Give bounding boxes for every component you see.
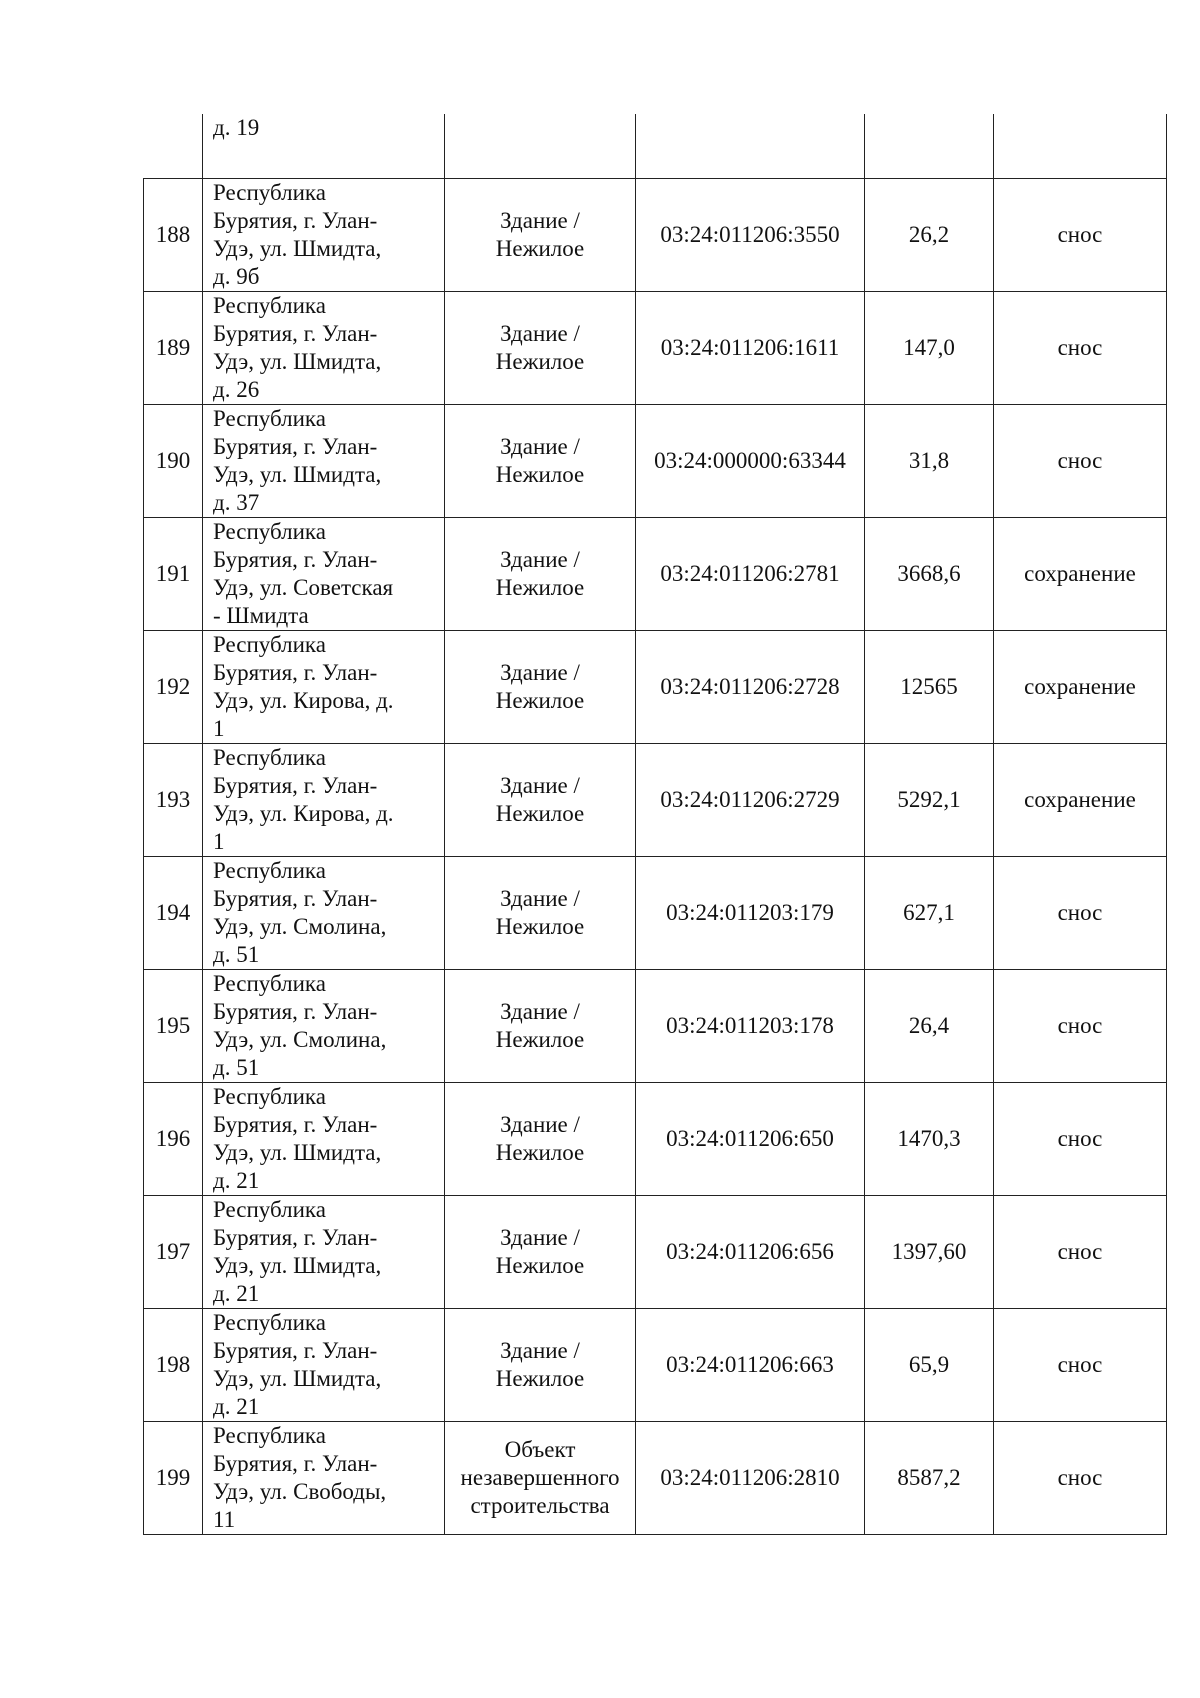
object-type-line: Здание / (500, 208, 580, 233)
area-cell: 26,4 (865, 970, 994, 1083)
object-type-cell (445, 405, 636, 518)
address-line: д. 21 (213, 1168, 260, 1193)
area-cell: 147,0 (865, 292, 994, 405)
action-cell: сохранение (994, 744, 1167, 857)
address-line: Бурятия, г. Улан- (213, 773, 378, 798)
address-line: Удэ, ул. Смолина, (213, 914, 387, 939)
area-cell: 3668,6 (865, 518, 994, 631)
address-line: 11 (213, 1507, 236, 1532)
area-cell: 12565 (865, 631, 994, 744)
address-cell (203, 405, 445, 518)
object-type-line: Нежилое (495, 349, 585, 374)
address-line: Республика (213, 1423, 326, 1448)
address-line: Бурятия, г. Улан- (213, 1112, 378, 1137)
address-line: д. 21 (213, 1394, 260, 1419)
object-type-cell (445, 114, 636, 179)
table-row (144, 1196, 1167, 1309)
object-type-line: Нежилое (495, 914, 585, 939)
row-number-cell: 199 (144, 1422, 203, 1535)
address-line: Республика (213, 519, 326, 544)
address-line: Бурятия, г. Улан- (213, 660, 378, 685)
cadastral-number-cell: 03:24:011206:2810 (636, 1422, 865, 1535)
address-line: Республика (213, 1197, 326, 1222)
object-type-line: Нежилое (495, 1366, 585, 1391)
area-cell: 5292,1 (865, 744, 994, 857)
object-type-line: строительства (470, 1493, 610, 1518)
action-cell: сохранение (994, 631, 1167, 744)
cadastral-number-cell: 03:24:011206:656 (636, 1196, 865, 1309)
address-line: Бурятия, г. Улан- (213, 208, 378, 233)
address-cell (203, 744, 445, 857)
address-line: Республика (213, 293, 326, 318)
row-number-cell: 190 (144, 405, 203, 518)
row-number-cell: 196 (144, 1083, 203, 1196)
table-row (144, 179, 1167, 292)
object-type-line: Объект (504, 1437, 576, 1462)
cadastral-number-cell: 03:24:011206:663 (636, 1309, 865, 1422)
table-row (144, 405, 1167, 518)
table-row (144, 970, 1167, 1083)
object-type-line: Нежилое (495, 1140, 585, 1165)
address-line: Республика (213, 858, 326, 883)
address-cell (203, 970, 445, 1083)
object-type-line: Здание / (500, 434, 580, 459)
row-number-cell (144, 114, 203, 179)
address-line: Бурятия, г. Улан- (213, 1451, 378, 1476)
action-cell: снос (994, 857, 1167, 970)
address-line: Удэ, ул. Шмидта, (213, 1366, 382, 1391)
object-type-line: Здание / (500, 773, 580, 798)
area-cell: 1397,60 (865, 1196, 994, 1309)
address-line: Республика (213, 180, 326, 205)
row-number-cell: 192 (144, 631, 203, 744)
action-cell: снос (994, 405, 1167, 518)
table-row (144, 292, 1167, 405)
address-line: Удэ, ул. Кирова, д. (213, 801, 394, 826)
object-type-cell (445, 1196, 636, 1309)
address-cell (203, 292, 445, 405)
action-cell: снос (994, 179, 1167, 292)
object-type-line: Нежилое (495, 1253, 585, 1278)
row-number-cell: 198 (144, 1309, 203, 1422)
cadastral-number-cell: 03:24:011206:2728 (636, 631, 865, 744)
address-line: Удэ, ул. Шмидта, (213, 236, 382, 261)
cadastral-number-cell: 03:24:011203:178 (636, 970, 865, 1083)
object-type-cell (445, 518, 636, 631)
object-type-cell (445, 970, 636, 1083)
object-type-cell (445, 179, 636, 292)
cadastral-number-cell: 03:24:011206:3550 (636, 179, 865, 292)
address-line: Республика (213, 745, 326, 770)
object-type-line: Нежилое (495, 801, 585, 826)
object-type-cell (445, 1083, 636, 1196)
cadastral-number-cell: 03:24:000000:63344 (636, 405, 865, 518)
object-type-line: Здание / (500, 660, 580, 685)
table-row (144, 857, 1167, 970)
object-type-line: Здание / (500, 321, 580, 346)
action-cell: сохранение (994, 518, 1167, 631)
address-line: д. 21 (213, 1281, 260, 1306)
cadastral-number-cell (636, 114, 865, 179)
object-type-cell (445, 292, 636, 405)
property-registry-table (143, 114, 1167, 1535)
address-line: 1 (213, 829, 225, 854)
address-cell (203, 518, 445, 631)
address-line: д. 9б (213, 264, 260, 289)
object-type-line: Нежилое (495, 575, 585, 600)
address-line: д. 37 (213, 490, 260, 515)
address-line: Бурятия, г. Улан- (213, 321, 378, 346)
address-cell (203, 857, 445, 970)
address-cell (203, 1422, 445, 1535)
action-cell: снос (994, 292, 1167, 405)
table-row (144, 631, 1167, 744)
table-row (144, 1083, 1167, 1196)
address-cell (203, 114, 445, 179)
row-number-cell: 188 (144, 179, 203, 292)
cadastral-number-cell: 03:24:011206:2729 (636, 744, 865, 857)
object-type-cell (445, 631, 636, 744)
area-cell: 8587,2 (865, 1422, 994, 1535)
object-type-cell (445, 1422, 636, 1535)
address-line: Удэ, ул. Шмидта, (213, 1140, 382, 1165)
address-line: Республика (213, 632, 326, 657)
address-line: Бурятия, г. Улан- (213, 1338, 378, 1363)
address-cell (203, 1083, 445, 1196)
action-cell: снос (994, 970, 1167, 1083)
address-cell (203, 1196, 445, 1309)
action-cell: снос (994, 1309, 1167, 1422)
cadastral-number-cell: 03:24:011206:1611 (636, 292, 865, 405)
address-line: Республика (213, 1084, 326, 1109)
table-row (144, 518, 1167, 631)
address-cell (203, 1309, 445, 1422)
object-type-line: Здание / (500, 547, 580, 572)
registry-body (144, 114, 1167, 1535)
object-type-line: Здание / (500, 999, 580, 1024)
action-cell: снос (994, 1196, 1167, 1309)
object-type-line: Нежилое (495, 1027, 585, 1052)
table-row (144, 1422, 1167, 1535)
area-cell: 627,1 (865, 857, 994, 970)
row-number-cell: 191 (144, 518, 203, 631)
address-line: Республика (213, 1310, 326, 1335)
continuation-row (144, 114, 1167, 179)
address-line: Бурятия, г. Улан- (213, 886, 378, 911)
address-line: Удэ, ул. Советская (213, 575, 394, 600)
address-line: д. 26 (213, 377, 260, 402)
row-number-cell: 197 (144, 1196, 203, 1309)
object-type-line: Нежилое (495, 688, 585, 713)
address-line: - Шмидта (213, 603, 309, 628)
table-row (144, 1309, 1167, 1422)
address-line: Удэ, ул. Свободы, (213, 1479, 387, 1504)
address-line: Бурятия, г. Улан- (213, 999, 378, 1024)
table-row (144, 744, 1167, 857)
area-cell: 31,8 (865, 405, 994, 518)
address-line: Бурятия, г. Улан- (213, 434, 378, 459)
address-line: Республика (213, 971, 326, 996)
object-type-line: Нежилое (495, 236, 585, 261)
address-line: 1 (213, 716, 225, 741)
object-type-cell (445, 1309, 636, 1422)
address-line: Удэ, ул. Шмидта, (213, 1253, 382, 1278)
address-line: Удэ, ул. Смолина, (213, 1027, 387, 1052)
object-type-line: Здание / (500, 886, 580, 911)
address-line: д. 51 (213, 1055, 260, 1080)
action-cell: снос (994, 1422, 1167, 1535)
address-line: Удэ, ул. Шмидта, (213, 349, 382, 374)
action-cell (994, 114, 1167, 179)
row-number-cell: 189 (144, 292, 203, 405)
row-number-cell: 194 (144, 857, 203, 970)
object-type-line: Здание / (500, 1225, 580, 1250)
object-type-line: незавершенного (460, 1465, 620, 1490)
action-cell: снос (994, 1083, 1167, 1196)
area-cell: 65,9 (865, 1309, 994, 1422)
address-tail: д. 19 (213, 115, 260, 140)
address-line: Бурятия, г. Улан- (213, 1225, 378, 1250)
address-line: Удэ, ул. Кирова, д. (213, 688, 394, 713)
cadastral-number-cell: 03:24:011203:179 (636, 857, 865, 970)
row-number-cell: 195 (144, 970, 203, 1083)
object-type-line: Нежилое (495, 462, 585, 487)
address-line: Республика (213, 406, 326, 431)
address-line: Бурятия, г. Улан- (213, 547, 378, 572)
address-cell (203, 179, 445, 292)
address-line: д. 51 (213, 942, 260, 967)
row-number-cell: 193 (144, 744, 203, 857)
area-cell (865, 114, 994, 179)
object-type-cell (445, 857, 636, 970)
area-cell: 1470,3 (865, 1083, 994, 1196)
object-type-line: Здание / (500, 1338, 580, 1363)
area-cell: 26,2 (865, 179, 994, 292)
address-line: Удэ, ул. Шмидта, (213, 462, 382, 487)
address-cell (203, 631, 445, 744)
object-type-line: Здание / (500, 1112, 580, 1137)
cadastral-number-cell: 03:24:011206:650 (636, 1083, 865, 1196)
cadastral-number-cell: 03:24:011206:2781 (636, 518, 865, 631)
object-type-cell (445, 744, 636, 857)
